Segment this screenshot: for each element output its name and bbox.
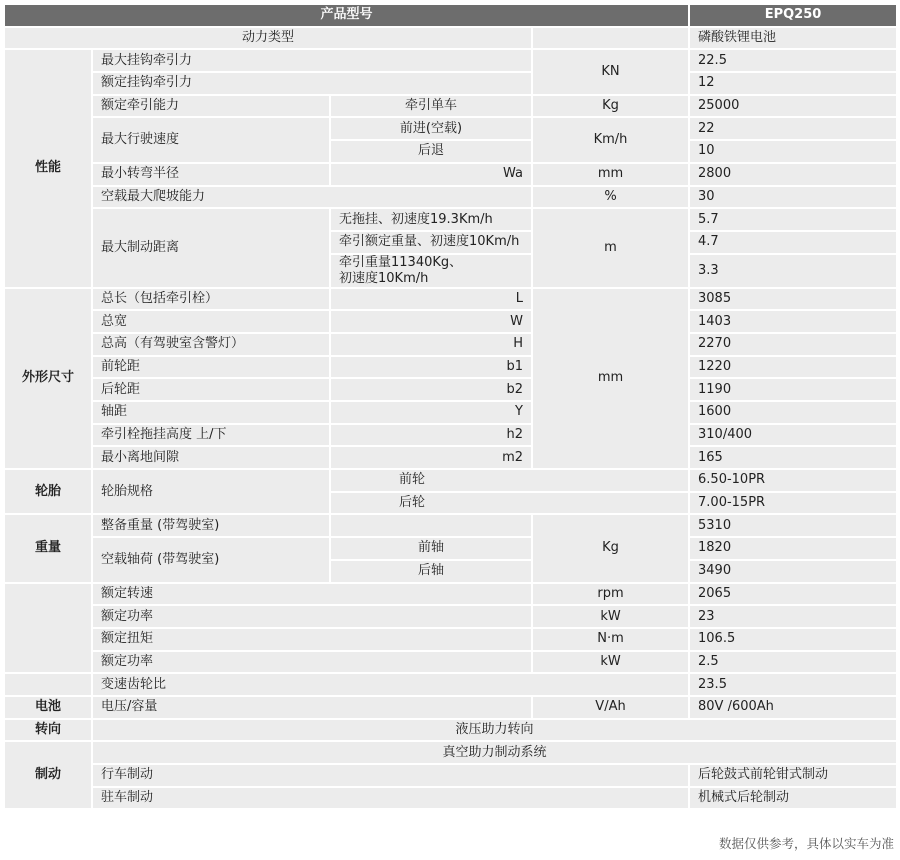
table-row <box>5 720 896 741</box>
spec-label: 最小转弯半径 <box>93 164 329 185</box>
spec-symbol: b2 <box>331 379 531 400</box>
spec-unit: Kg <box>533 515 688 581</box>
spec-value: 5.7 <box>690 209 896 230</box>
spec-label: 牵引栓拖挂高度 上/下 <box>93 425 329 446</box>
table-row <box>5 73 896 94</box>
table-row <box>5 629 896 650</box>
power-type-label: 动力类型 <box>5 28 531 49</box>
spec-sublabel: 前进(空载) <box>331 118 531 139</box>
spec-value: 1600 <box>690 402 896 423</box>
table-row <box>5 164 896 185</box>
spec-value: 1190 <box>690 379 896 400</box>
spec-label: 总宽 <box>93 311 329 332</box>
spec-value: 后轮鼓式前轮钳式制动 <box>690 765 896 786</box>
table-row <box>5 402 896 423</box>
table-row <box>5 118 896 139</box>
spec-label: 最大行驶速度 <box>93 118 329 161</box>
table-row <box>5 538 896 559</box>
spec-label: 额定功率 <box>93 652 531 673</box>
header-model-label: 产品型号 <box>5 5 688 26</box>
table-row <box>5 652 896 673</box>
spec-sublabel: 后轮 <box>331 493 688 514</box>
power-type-value: 磷酸铁锂电池 <box>690 28 896 49</box>
table-row <box>5 379 896 400</box>
spec-label: 最小离地间隙 <box>93 447 329 468</box>
table-row <box>5 606 896 627</box>
category-braking: 制动 <box>5 742 91 808</box>
spec-unit: Km/h <box>533 118 688 161</box>
spec-value: 6.50-10PR <box>690 470 896 491</box>
spec-value: 165 <box>690 447 896 468</box>
spec-label: 额定扭矩 <box>93 629 531 650</box>
spec-label: 前轮距 <box>93 357 329 378</box>
spec-symbol: m2 <box>331 447 531 468</box>
category-motor-empty <box>5 584 91 673</box>
spec-value: 106.5 <box>690 629 896 650</box>
spec-label: 最大制动距离 <box>93 209 329 286</box>
spec-label: 额定挂钩牵引力 <box>93 73 531 94</box>
spec-unit: mm <box>533 289 688 469</box>
spec-value: 5310 <box>690 515 896 536</box>
table-row <box>5 425 896 446</box>
spec-value: 310/400 <box>690 425 896 446</box>
spec-value: 2065 <box>690 584 896 605</box>
table-row <box>5 311 896 332</box>
table-row <box>5 447 896 468</box>
spec-sublabel: 牵引单车 <box>331 96 531 117</box>
spec-label: 额定功率 <box>93 606 531 627</box>
spec-value: 1820 <box>690 538 896 559</box>
spec-unit: m <box>533 209 688 286</box>
spec-value: 4.7 <box>690 232 896 253</box>
table-row <box>5 209 896 230</box>
spec-sublabel-line1: 牵引重量11340Kg、 <box>339 254 463 270</box>
table-row <box>5 357 896 378</box>
spec-sublabel-line2: 初速度10Km/h <box>339 270 429 286</box>
spec-value: 3085 <box>690 289 896 310</box>
table-row <box>5 742 896 763</box>
spec-symbol: h2 <box>331 425 531 446</box>
spec-value: 1403 <box>690 311 896 332</box>
spec-value: 3.3 <box>690 255 896 287</box>
spec-label: 额定转速 <box>93 584 531 605</box>
category-performance: 性能 <box>5 50 91 286</box>
spec-symbol: b1 <box>331 357 531 378</box>
spec-sublabel: 牵引额定重量、初速度10Km/h <box>331 232 531 253</box>
spec-value: 22.5 <box>690 50 896 71</box>
spec-value: 10 <box>690 141 896 162</box>
spec-label: 最大挂钩牵引力 <box>93 50 531 71</box>
spec-symbol: Wa <box>331 164 531 185</box>
spec-label: 变速齿轮比 <box>93 674 688 695</box>
spec-sublabel: 后轴 <box>331 561 531 582</box>
table-row <box>5 788 896 809</box>
spec-value: 22 <box>690 118 896 139</box>
spec-value: 80V /600Ah <box>690 697 896 718</box>
spec-label: 额定牵引能力 <box>93 96 329 117</box>
spec-sublabel: 前轴 <box>331 538 531 559</box>
spec-unit: N·m <box>533 629 688 650</box>
header-model-value: EPQ250 <box>690 5 896 26</box>
spec-symbol: L <box>331 289 531 310</box>
spec-label: 整备重量 (带驾驶室) <box>93 515 329 536</box>
category-weight: 重量 <box>5 515 91 581</box>
table-row <box>5 50 896 71</box>
spec-label: 电压/容量 <box>93 697 531 718</box>
spec-label: 后轮距 <box>93 379 329 400</box>
table-row <box>5 515 896 536</box>
spec-symbol: W <box>331 311 531 332</box>
category-battery: 电池 <box>5 697 91 718</box>
spec-label: 轮胎规格 <box>93 470 329 513</box>
disclaimer-footnote: 数据仅供参考，具体以实车为准 <box>718 836 894 851</box>
spec-label: 空载最大爬坡能力 <box>93 187 531 208</box>
table-row <box>5 470 896 491</box>
spec-sublabel: 前轮 <box>331 470 688 491</box>
spec-sublabel <box>331 255 531 287</box>
spec-value: 液压助力转向 <box>93 720 896 741</box>
category-gear-empty <box>5 674 91 695</box>
spec-value: 机械式后轮制动 <box>690 788 896 809</box>
spec-unit: Kg <box>533 96 688 117</box>
spec-symbol: H <box>331 334 531 355</box>
spec-unit: kW <box>533 606 688 627</box>
spec-unit: KN <box>533 50 688 93</box>
spec-value: 7.00-15PR <box>690 493 896 514</box>
spec-label: 空载轴荷 (带驾驶室) <box>93 538 329 581</box>
spec-table <box>3 3 898 810</box>
category-steering: 转向 <box>5 720 91 741</box>
spec-value: 23.5 <box>690 674 896 695</box>
spec-unit: V/Ah <box>533 697 688 718</box>
spec-value: 2270 <box>690 334 896 355</box>
table-row <box>5 96 896 117</box>
spec-value: 2800 <box>690 164 896 185</box>
table-row <box>5 674 896 695</box>
category-dimensions: 外形尺寸 <box>5 289 91 469</box>
power-type-unit-empty <box>533 28 688 49</box>
spec-symbol: Y <box>331 402 531 423</box>
table-row <box>5 334 896 355</box>
spec-label: 总长（包括牵引栓） <box>93 289 329 310</box>
spec-sublabel-empty <box>331 515 531 536</box>
spec-unit: rpm <box>533 584 688 605</box>
table-row <box>5 697 896 718</box>
spec-value: 真空助力制动系统 <box>93 742 896 763</box>
spec-label: 总高（有驾驶室含警灯） <box>93 334 329 355</box>
spec-value: 23 <box>690 606 896 627</box>
spec-label: 驻车制动 <box>93 788 688 809</box>
spec-value: 12 <box>690 73 896 94</box>
spec-value: 30 <box>690 187 896 208</box>
spec-value: 1220 <box>690 357 896 378</box>
spec-unit: kW <box>533 652 688 673</box>
table-row <box>5 187 896 208</box>
spec-value: 3490 <box>690 561 896 582</box>
table-row <box>5 28 896 49</box>
table-row <box>5 765 896 786</box>
spec-sublabel: 无拖挂、初速度19.3Km/h <box>331 209 531 230</box>
table-row <box>5 584 896 605</box>
spec-value: 25000 <box>690 96 896 117</box>
spec-value: 2.5 <box>690 652 896 673</box>
spec-label: 行车制动 <box>93 765 688 786</box>
spec-label: 轴距 <box>93 402 329 423</box>
spec-unit: mm <box>533 164 688 185</box>
category-tires: 轮胎 <box>5 470 91 513</box>
spec-unit: % <box>533 187 688 208</box>
spec-sublabel: 后退 <box>331 141 531 162</box>
table-row <box>5 289 896 310</box>
table-header-row <box>5 5 896 26</box>
